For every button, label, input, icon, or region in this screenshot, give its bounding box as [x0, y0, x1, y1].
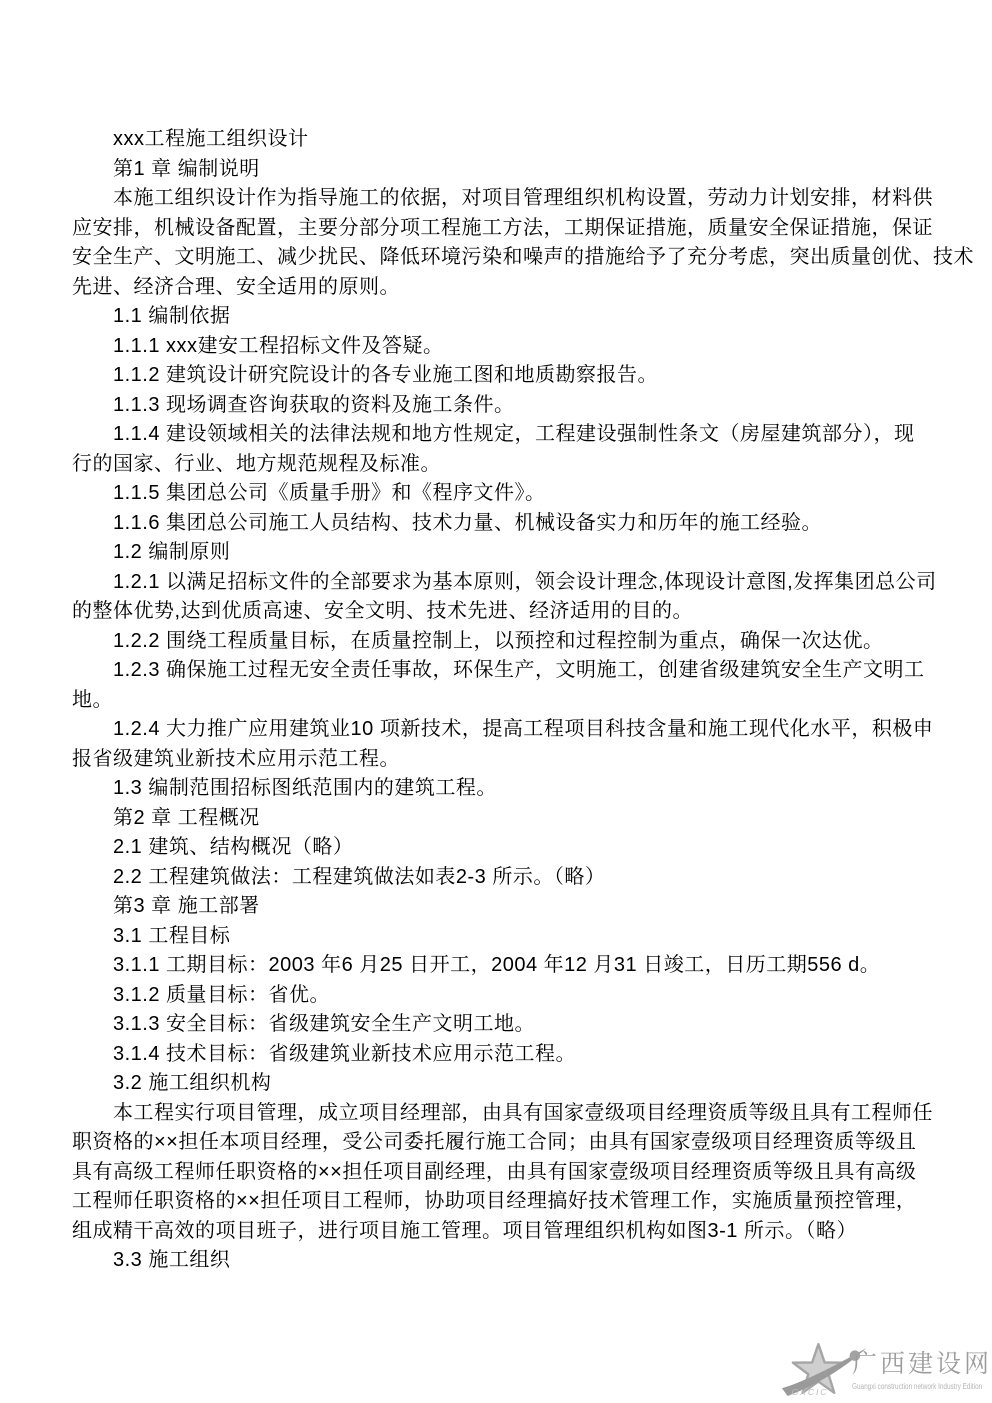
text-line: 职资格的××担任本项目经理，受公司委托履行施工合同；由具有国家壹级项目经理资质等级且	[72, 1131, 917, 1153]
document-body	[72, 125, 980, 1276]
text-line: 1.1.3 现场调查咨询获取的资料及施工条件。	[113, 393, 515, 416]
gxcic-logo-text: GXCIC	[791, 1387, 829, 1397]
text-line: 1.2.3 确保施工过程无安全责任事故，环保生产，文明施工，创建省级建筑安全生产文明工	[113, 659, 925, 681]
watermark-site-name: 广西建设网	[852, 1351, 992, 1378]
text-line: 地。	[72, 688, 113, 711]
text-line: 3.1.2 质量目标：省优。	[113, 983, 331, 1006]
text-line: 先进、经济合理、安全适用的原则。	[72, 275, 400, 298]
text-line: 第1 章 编制说明	[113, 157, 260, 180]
text-line: 2.1 建筑、结构概况（略）	[113, 836, 354, 858]
text-line: 行的国家、行业、地方规范规程及标准。	[72, 452, 441, 475]
watermark-site-subtitle: Guangxi construction network Industry Edition	[852, 1382, 983, 1391]
text-line: 1.2.4 大力推广应用建筑业10 项新技术，提高工程项目科技含量和施工现代化水平，积极申	[113, 718, 934, 740]
text-line: 3.1.4 技术目标：省级建筑业新技术应用示范工程。	[113, 1042, 577, 1065]
text-line: 应安排，机械设备配置，主要分部分项工程施工方法，工期保证措施，质量安全保证措施，保证	[72, 216, 933, 239]
text-line: 1.1.2 建筑设计研究院设计的各专业施工图和地质勘察报告。	[113, 364, 659, 386]
text-line: 1.2.2 围绕工程质量目标，在质量控制上，以预控和过程控制为重点，确保一次达优。	[113, 629, 884, 652]
text-line: 组成精干高效的项目班子，进行项目施工管理。项目管理组织机构如图3-1 所示。（略）	[72, 1219, 857, 1242]
text-line: 第3 章 施工部署	[113, 895, 260, 917]
text-line: 2.2 工程建筑做法：工程建筑做法如表2-3 所示。（略）	[113, 865, 606, 888]
text-line: 1.1.5 集团总公司《质量手册》和《程序文件》。	[113, 482, 546, 504]
text-line: xxx工程施工组织设计	[113, 128, 309, 150]
text-line: 1.3 编制范围招标图纸范围内的建筑工程。	[113, 777, 497, 799]
text-line: 报省级建筑业新技术应用示范工程。	[72, 747, 400, 770]
text-line: 3.1.1 工期目标：2003 年6 月25 日开工，2004 年12 月31 日竣工，日历工期556 d。	[113, 954, 881, 976]
text-line: 3.2 施工组织机构	[113, 1072, 272, 1094]
text-line: 安全生产、文明施工、减少扰民、降低环境污染和噪声的措施给予了充分考虑，突出质量创优、技术	[72, 246, 974, 268]
text-line: 本工程实行项目管理，成立项目经理部，由具有国家壹级项目经理资质等级且具有工程师任	[113, 1101, 933, 1124]
text-line: 本施工组织设计作为指导施工的依据，对项目管理组织机构设置，劳动力计划安排，材料供	[113, 187, 933, 209]
text-line: 工程师任职资格的××担任项目工程师，协助项目经理搞好技术管理工作，实施质量预控管理，	[72, 1190, 917, 1212]
text-line: 3.3 施工组织	[113, 1249, 231, 1271]
text-line: 3.1.3 安全目标：省级建筑安全生产文明工地。	[113, 1013, 536, 1035]
text-line: 1.1.6 集团总公司施工人员结构、技术力量、机械设备实力和历年的施工经验。	[113, 511, 823, 534]
text-line: 1.2 编制原则	[113, 541, 231, 563]
text-line: 第2 章 工程概况	[113, 806, 260, 829]
text-line: 具有高级工程师任职资格的××担任项目副经理，由具有国家壹级项目经理资质等级且具有高级	[72, 1160, 917, 1183]
text-line: 1.1.1 xxx建安工程招标文件及答疑。	[113, 334, 444, 357]
text-line: 1.1.4 建设领域相关的法律法规和地方性规定，工程建设强制性条文（房屋建筑部分），现	[113, 423, 915, 445]
text-line: 3.1 工程目标	[113, 924, 231, 947]
text-line: 的整体优势,达到优质高速、安全文明、技术先进、经济适用的目的。	[72, 600, 694, 622]
text-line: 1.1 编制依据	[113, 305, 231, 327]
text-line: 1.2.1 以满足招标文件的全部要求为基本原则，领会设计理念,体现设计意图,发挥集团总公司	[113, 570, 937, 593]
watermark	[780, 1338, 992, 1403]
